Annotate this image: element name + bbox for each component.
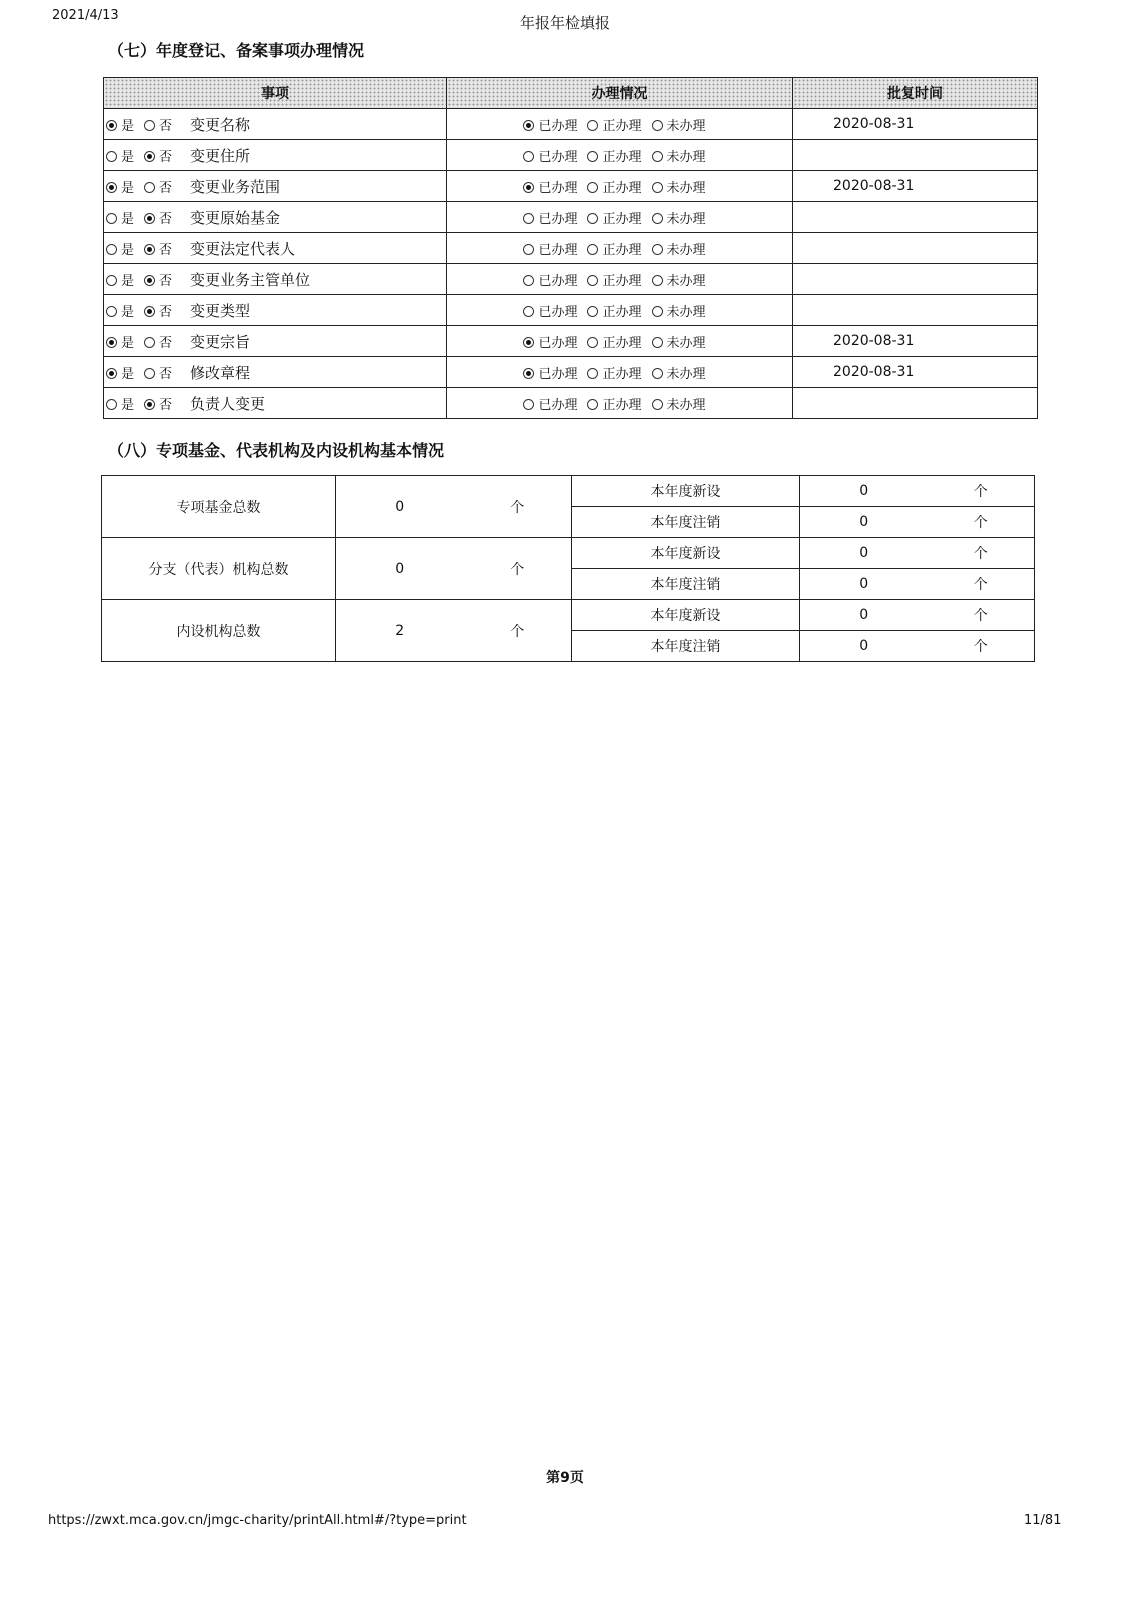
item-name: 变更法定代表人 (190, 239, 296, 258)
no-label: 否 (159, 211, 173, 227)
item-name: 变更类型 (190, 301, 251, 320)
status-done-radio[interactable] (523, 337, 534, 348)
no-radio[interactable] (144, 368, 155, 379)
item-cell (104, 171, 447, 202)
no-radio[interactable] (144, 399, 155, 410)
column-header-status: 办理情况 (447, 78, 793, 109)
status-in-progress-label: 正办理 (602, 242, 642, 258)
column-header-item: 事项 (104, 78, 447, 109)
status-not-done-radio[interactable] (652, 275, 663, 286)
status-in-progress-label: 正办理 (602, 366, 642, 382)
status-cell (447, 171, 793, 202)
item-name: 变更业务主管单位 (190, 270, 311, 289)
status-not-done-label: 未办理 (666, 149, 706, 165)
yes-radio[interactable] (106, 182, 117, 193)
no-radio[interactable] (144, 182, 155, 193)
status-done-radio[interactable] (523, 213, 534, 224)
approval-date: 2020-08-31 (793, 326, 1038, 357)
status-done-label: 已办理 (538, 273, 578, 289)
print-url: https://zwxt.mca.gov.cn/jmgc-charity/printAll.html#/?type=print (48, 1513, 467, 1528)
table-row (104, 233, 1038, 264)
status-not-done-radio[interactable] (652, 244, 663, 255)
page-number: 第9页 (546, 1470, 584, 1486)
yes-radio[interactable] (106, 337, 117, 348)
yes-label: 是 (121, 304, 135, 320)
table-row (104, 357, 1038, 388)
status-in-progress-label: 正办理 (602, 273, 642, 289)
status-in-progress-label: 正办理 (602, 180, 642, 196)
status-not-done-radio[interactable] (652, 182, 663, 193)
print-date: 2021/4/13 (52, 8, 119, 23)
group-total: 0 (336, 538, 464, 600)
status-in-progress-radio[interactable] (587, 213, 598, 224)
approval-date (793, 295, 1038, 326)
cancel-count: 0 (800, 507, 928, 538)
status-in-progress-label: 正办理 (602, 397, 642, 413)
yes-radio[interactable] (106, 120, 117, 131)
status-done-radio[interactable] (523, 244, 534, 255)
status-in-progress-radio[interactable] (587, 151, 598, 162)
approval-date (793, 264, 1038, 295)
cancel-label: 本年度注销 (572, 507, 800, 538)
status-not-done-radio[interactable] (652, 151, 663, 162)
no-label: 否 (159, 118, 173, 134)
table-row (104, 264, 1038, 295)
yes-label: 是 (121, 118, 135, 134)
item-name: 变更业务范围 (190, 177, 281, 196)
yes-radio[interactable] (106, 213, 117, 224)
cancel-label: 本年度注销 (572, 631, 800, 662)
approval-date: 2020-08-31 (793, 109, 1038, 140)
table-row (102, 538, 1035, 569)
status-in-progress-radio[interactable] (587, 306, 598, 317)
status-not-done-radio[interactable] (652, 337, 663, 348)
column-header-approval-date: 批复时间 (793, 78, 1038, 109)
no-label: 否 (159, 149, 173, 165)
status-in-progress-radio[interactable] (587, 182, 598, 193)
status-done-label: 已办理 (538, 149, 578, 165)
new-unit: 个 (928, 476, 1035, 507)
item-name: 修改章程 (190, 363, 251, 382)
status-not-done-label: 未办理 (666, 180, 706, 196)
yes-label: 是 (121, 366, 135, 382)
status-done-label: 已办理 (538, 118, 578, 134)
approval-date (793, 202, 1038, 233)
table-row (104, 109, 1038, 140)
status-done-label: 已办理 (538, 242, 578, 258)
no-label: 否 (159, 366, 173, 382)
group-name: 专项基金总数 (102, 476, 336, 538)
status-done-radio[interactable] (523, 151, 534, 162)
status-done-label: 已办理 (538, 335, 578, 351)
no-label: 否 (159, 180, 173, 196)
no-radio[interactable] (144, 151, 155, 162)
status-not-done-label: 未办理 (666, 397, 706, 413)
status-done-label: 已办理 (538, 397, 578, 413)
status-in-progress-radio[interactable] (587, 275, 598, 286)
no-label: 否 (159, 397, 173, 413)
approval-date: 2020-08-31 (793, 357, 1038, 388)
table-row (102, 476, 1035, 507)
status-cell (447, 202, 793, 233)
new-count: 0 (800, 600, 928, 631)
status-not-done-radio[interactable] (652, 213, 663, 224)
status-done-radio[interactable] (523, 120, 534, 131)
item-name: 变更原始基金 (190, 208, 281, 227)
group-total-unit: 个 (464, 538, 572, 600)
status-not-done-label: 未办理 (666, 242, 706, 258)
item-cell (104, 264, 447, 295)
yes-label: 是 (121, 149, 135, 165)
table-row (104, 140, 1038, 171)
table-row (104, 202, 1038, 233)
item-cell (104, 357, 447, 388)
status-not-done-radio[interactable] (652, 120, 663, 131)
new-label: 本年度新设 (572, 600, 800, 631)
status-cell (447, 140, 793, 171)
group-name: 分支（代表）机构总数 (102, 538, 336, 600)
item-name: 变更名称 (190, 115, 251, 134)
status-done-label: 已办理 (538, 366, 578, 382)
status-not-done-label: 未办理 (666, 304, 706, 320)
status-in-progress-radio[interactable] (587, 244, 598, 255)
institutions-body (102, 476, 1035, 662)
no-label: 否 (159, 242, 173, 258)
group-total-unit: 个 (464, 600, 572, 662)
item-cell (104, 295, 447, 326)
item-cell (104, 109, 447, 140)
status-in-progress-label: 正办理 (602, 211, 642, 227)
no-radio[interactable] (144, 244, 155, 255)
no-radio[interactable] (144, 213, 155, 224)
page-count: 11/81 (1024, 1513, 1062, 1528)
group-total: 2 (336, 600, 464, 662)
item-cell (104, 388, 447, 419)
status-not-done-label: 未办理 (666, 273, 706, 289)
no-label: 否 (159, 273, 173, 289)
status-cell (447, 109, 793, 140)
status-in-progress-radio[interactable] (587, 337, 598, 348)
item-name: 负责人变更 (190, 394, 266, 413)
registration-items-table (103, 77, 1038, 419)
yes-radio[interactable] (106, 151, 117, 162)
new-count: 0 (800, 476, 928, 507)
group-total: 0 (336, 476, 464, 538)
status-done-radio[interactable] (523, 399, 534, 410)
section-8-title: （八）专项基金、代表机构及内设机构基本情况 (108, 441, 445, 460)
item-name: 变更住所 (190, 146, 251, 165)
status-done-radio[interactable] (523, 368, 534, 379)
table-row (104, 326, 1038, 357)
approval-date (793, 140, 1038, 171)
new-unit: 个 (928, 600, 1035, 631)
page-header-title: 年报年检填报 (519, 14, 610, 32)
item-cell (104, 233, 447, 264)
cancel-unit: 个 (928, 507, 1035, 538)
new-count: 0 (800, 538, 928, 569)
status-done-label: 已办理 (538, 304, 578, 320)
yes-label: 是 (121, 211, 135, 227)
yes-label: 是 (121, 180, 135, 196)
yes-label: 是 (121, 335, 135, 351)
status-not-done-label: 未办理 (666, 211, 706, 227)
status-cell (447, 357, 793, 388)
no-label: 否 (159, 304, 173, 320)
status-cell (447, 388, 793, 419)
status-cell (447, 264, 793, 295)
item-cell (104, 202, 447, 233)
status-cell (447, 233, 793, 264)
institutions-table (101, 475, 1035, 662)
status-not-done-label: 未办理 (666, 335, 706, 351)
status-in-progress-radio[interactable] (587, 399, 598, 410)
new-unit: 个 (928, 538, 1035, 569)
yes-radio[interactable] (106, 399, 117, 410)
approval-date (793, 233, 1038, 264)
yes-label: 是 (121, 273, 135, 289)
table-row (104, 295, 1038, 326)
section-7-title: （七）年度登记、备案事项办理情况 (108, 41, 365, 60)
status-not-done-radio[interactable] (652, 368, 663, 379)
status-in-progress-radio[interactable] (587, 368, 598, 379)
cancel-count: 0 (800, 631, 928, 662)
item-name: 变更宗旨 (190, 332, 251, 351)
cancel-unit: 个 (928, 569, 1035, 600)
status-in-progress-label: 正办理 (602, 335, 642, 351)
status-in-progress-label: 正办理 (602, 304, 642, 320)
status-done-label: 已办理 (538, 180, 578, 196)
yes-radio[interactable] (106, 244, 117, 255)
status-in-progress-radio[interactable] (587, 120, 598, 131)
status-not-done-label: 未办理 (666, 118, 706, 134)
no-radio[interactable] (144, 275, 155, 286)
status-not-done-radio[interactable] (652, 306, 663, 317)
group-total-unit: 个 (464, 476, 572, 538)
status-done-radio[interactable] (523, 182, 534, 193)
no-radio[interactable] (144, 306, 155, 317)
table-header-row (104, 78, 1038, 109)
cancel-unit: 个 (928, 631, 1035, 662)
cancel-count: 0 (800, 569, 928, 600)
yes-radio[interactable] (106, 275, 117, 286)
table-row (104, 388, 1038, 419)
yes-radio[interactable] (106, 368, 117, 379)
registration-items-body (104, 109, 1038, 419)
status-not-done-radio[interactable] (652, 399, 663, 410)
status-in-progress-label: 正办理 (602, 118, 642, 134)
yes-label: 是 (121, 397, 135, 413)
status-not-done-label: 未办理 (666, 366, 706, 382)
item-cell (104, 326, 447, 357)
status-cell (447, 326, 793, 357)
yes-radio[interactable] (106, 306, 117, 317)
item-cell (104, 140, 447, 171)
no-radio[interactable] (144, 337, 155, 348)
group-name: 内设机构总数 (102, 600, 336, 662)
yes-label: 是 (121, 242, 135, 258)
status-done-radio[interactable] (523, 306, 534, 317)
table-row (104, 171, 1038, 202)
status-cell (447, 295, 793, 326)
status-in-progress-label: 正办理 (602, 149, 642, 165)
no-label: 否 (159, 335, 173, 351)
new-label: 本年度新设 (572, 538, 800, 569)
table-row (102, 600, 1035, 631)
status-done-label: 已办理 (538, 211, 578, 227)
no-radio[interactable] (144, 120, 155, 131)
cancel-label: 本年度注销 (572, 569, 800, 600)
new-label: 本年度新设 (572, 476, 800, 507)
status-done-radio[interactable] (523, 275, 534, 286)
approval-date (793, 388, 1038, 419)
approval-date: 2020-08-31 (793, 171, 1038, 202)
